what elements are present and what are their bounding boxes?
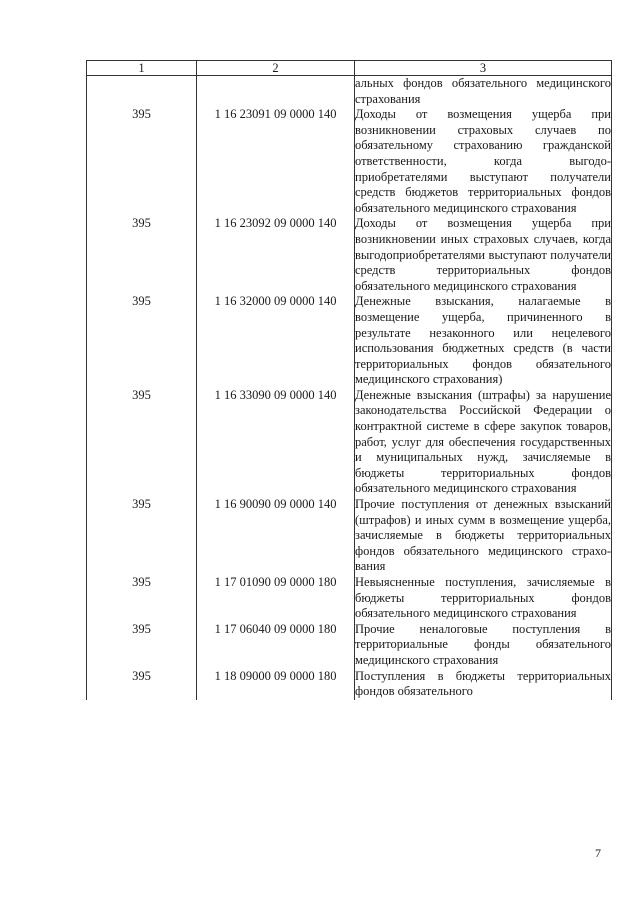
table-row (87, 294, 612, 388)
admin-code: 395 (87, 575, 197, 622)
budget-code: 1 16 32000 09 0000 140 (197, 294, 355, 388)
revenue-description: Денежные взыскания, налагаемые в возмещение ущерба, причиненного в результате незаконного или нецелевого использования бюджетных средств (в части территориальных фондов обязательного медицинского страхования) (355, 294, 611, 387)
budget-code: 1 16 23092 09 0000 140 (197, 216, 355, 294)
budget-code: 1 16 23091 09 0000 140 (197, 107, 355, 216)
admin-code: 395 (87, 669, 197, 700)
admin-code: 395 (87, 388, 197, 497)
revenue-description: Денежные взыскания (штрафы) за нарушение законодательства Российской Федерации о контрактной системе в сфере закупок товаров, работ, услуг для обеспечения государственных и муниципальных нужд, зачисляемые в бюджеты территориальных фондов обязательного медицинского страхования (355, 387, 611, 496)
page-number: 7 (595, 846, 601, 860)
table-row (87, 107, 612, 216)
revenue-description: Доходы от возмещения ущерба при возникновении страховых случаев по обязательному страхованию гражданской ответственности, когда выгодоприобретателями выступают получатели средств бюджетов территориальных фондов обязательного медицинского страхования (355, 107, 611, 215)
revenue-description: Невыясненные поступления, зачисляемые в бюджеты территориальных фондов обязательного медицинского страхования (355, 575, 611, 621)
budget-code: 1 17 01090 09 0000 180 (197, 575, 355, 622)
revenue-description: Поступления в бюджеты территориальных фондов обязательного (355, 668, 611, 699)
continuation-text: альных фондов обязательного медицинского страхования (355, 76, 611, 106)
revenue-description: Прочие неналоговые поступления в территориальные фонды обязательного медицинского страхования (355, 621, 611, 667)
revenue-description: Прочие поступления от денежных взысканий (штрафов) и иных сумм в возмещение ущерба, зачисляемые в бюджеты территориальных фондов обязательного медицинского страхования (355, 497, 611, 574)
table-row (87, 216, 612, 294)
revenue-description: Доходы от возмещения ущерба при возникновении иных страховых случаев, когда выгодоприобретателями выступают получатели средств территориальных фондов обязательного медицинского страхования (355, 216, 611, 293)
header-col-1: 1 (87, 61, 197, 76)
table-row-continuation (87, 76, 612, 108)
admin-code: 395 (87, 216, 197, 294)
budget-code: 1 18 09000 09 0000 180 (197, 669, 355, 700)
admin-code: 395 (87, 107, 197, 216)
header-col-3: 3 (355, 61, 612, 76)
admin-code: 395 (87, 622, 197, 669)
table-header-row (87, 61, 612, 76)
budget-code: 1 16 90090 09 0000 140 (197, 497, 355, 575)
header-col-2: 2 (197, 61, 355, 76)
admin-code: 395 (87, 497, 197, 575)
budget-code: 1 17 06040 09 0000 180 (197, 622, 355, 669)
table-row (87, 575, 612, 622)
revenue-codes-table (86, 60, 612, 700)
admin-code: 395 (87, 294, 197, 388)
table-row (87, 669, 612, 700)
table-row (87, 388, 612, 497)
table-row (87, 497, 612, 575)
table-row (87, 622, 612, 669)
budget-code: 1 16 33090 09 0000 140 (197, 388, 355, 497)
